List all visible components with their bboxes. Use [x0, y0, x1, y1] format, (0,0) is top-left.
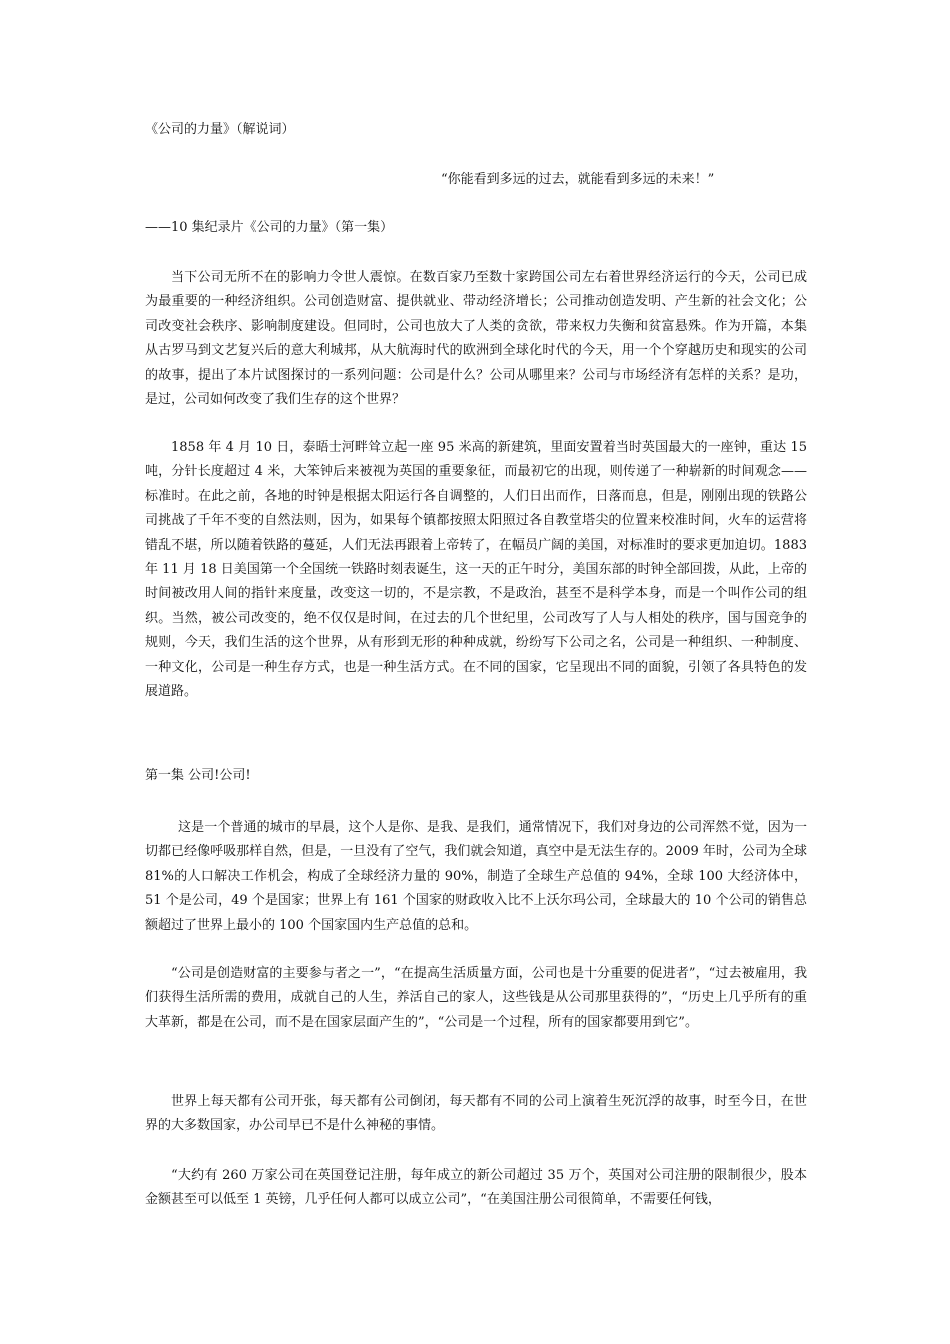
episode-heading: 第一集 公司!公司!	[145, 768, 251, 783]
intro-paragraph: 1858 年 4 月 10 日，泰晤士河畔耸立起一座 95 米高的新建筑，里面安置着当时英国最大的一座钟，重达 15 吨，分针长度超过 4 米，大笨钟后来被视为英国的重要象征，而最初它的出现，则传递了一种崭新的时间观念——标准时。在此之前，各地的时钟是根据太阳运行各自调整的，人们日出而作，日落而息，但是，刚刚出现的铁路公司挑战了千年不变的自然法则，因为，如果每个镇都按照太阳照过各自教堂塔尖的位置来校准时间，火车的运营将错乱不堪，所以随着铁路的蔓延，人们无法再跟着上帝转了，在幅员广阔的美国，对标准时的要求更加迫切。1883 年 11 月 18 日美国第一个全国统一铁路时刻表诞生，这一天的正午时分，美国东部的时钟全部回拨，从此，上帝的时间被改用人间的指针来度量，改变这一切的，不是宗教，不是政治，甚至不是科学本身，而是一个叫作公司的组织。当然，被公司改变的，绝不仅仅是时间，在过去的几个世纪里，公司改写了人与人相处的秩序，国与国竞争的规则，今天，我们生活的这个世界，从有形到无形的种种成就，纷纷写下公司之名，公司是一种组织、一种制度、一种文化，公司是一种生存方式，也是一种生活方式。在不同的国家，它呈现出不同的面貌，引领了各具特色的发展道路。	[145, 440, 807, 700]
document-title: 《公司的力量》（解说词）	[145, 122, 295, 137]
episode-paragraph: “公司是创造财富的主要参与者之一”，“在提高生活质量方面，公司也是十分重要的促进者”，“过去被雇用，我们获得生活所需的费用，成就自己的人生，养活自己的家人，这些钱是从公司那里获得的”，“历史上几乎所有的重大革新，都是在公司，而不是在国家层面产生的”，“公司是一个过程，所有的国家都要用到它”。	[145, 966, 807, 1030]
episode-paragraph: “大约有 260 万家公司在英国登记注册，每年成立的新公司超过 35 万个，英国对公司注册的限制很少，股本金额甚至可以低至 1 英镑，几乎任何人都可以成立公司”，“在美国注册公司很简单，不需要任何钱，	[145, 1168, 807, 1208]
episode-paragraph: 世界上每天都有公司开张，每天都有公司倒闭，每天都有不同的公司上演着生死沉浮的故事，时至今日，在世界的大多数国家，办公司早已不是什么神秘的事情。	[145, 1094, 807, 1134]
episode-paragraph: 这是一个普通的城市的早晨，这个人是你、是我、是我们，通常情况下，我们对身边的公司浑然不觉，因为一切都已经像呼吸那样自然，但是，一旦没有了空气，我们就会知道，真空中是无法生存的。2009 年时，公司为全球 81%的人口解决工作机会，构成了全球经济力量的 90%，制造了全球生产总值的 94%，全球 100 大经济体中，51 个是公司，49 个是国家；世界上有 161 个国家的财政收入比不上沃尔玛公司，全球最大的 10 个公司的销售总额超过了世界上最小的 100 个国家国内生产总值的总和。	[145, 820, 807, 933]
intro-paragraph: 当下公司无所不在的影响力令世人震惊。在数百家乃至数十家跨国公司左右着世界经济运行的今天，公司已成为最重要的一种经济组织。公司创造财富、提供就业、带动经济增长；公司推动创造发明、产生新的社会文化；公司改变社会秩序、影响制度建设。但同时，公司也放大了人类的贪欲，带来权力失衡和贫富悬殊。作为开篇，本集从古罗马到文艺复兴后的意大利城邦，从大航海时代的欧洲到全球化时代的今天，用一个个穿越历史和现实的公司的故事，提出了本片试图探讨的一系列问题：公司是什么？公司从哪里来？公司与市场经济有怎样的关系？是功，是过，公司如何改变了我们生存的这个世界？	[145, 270, 807, 408]
epigraph-attribution: ——10 集纪录片《公司的力量》（第一集）	[145, 220, 394, 235]
epigraph-quote: “你能看到多远的过去，就能看到多远的未来！”	[441, 172, 715, 187]
